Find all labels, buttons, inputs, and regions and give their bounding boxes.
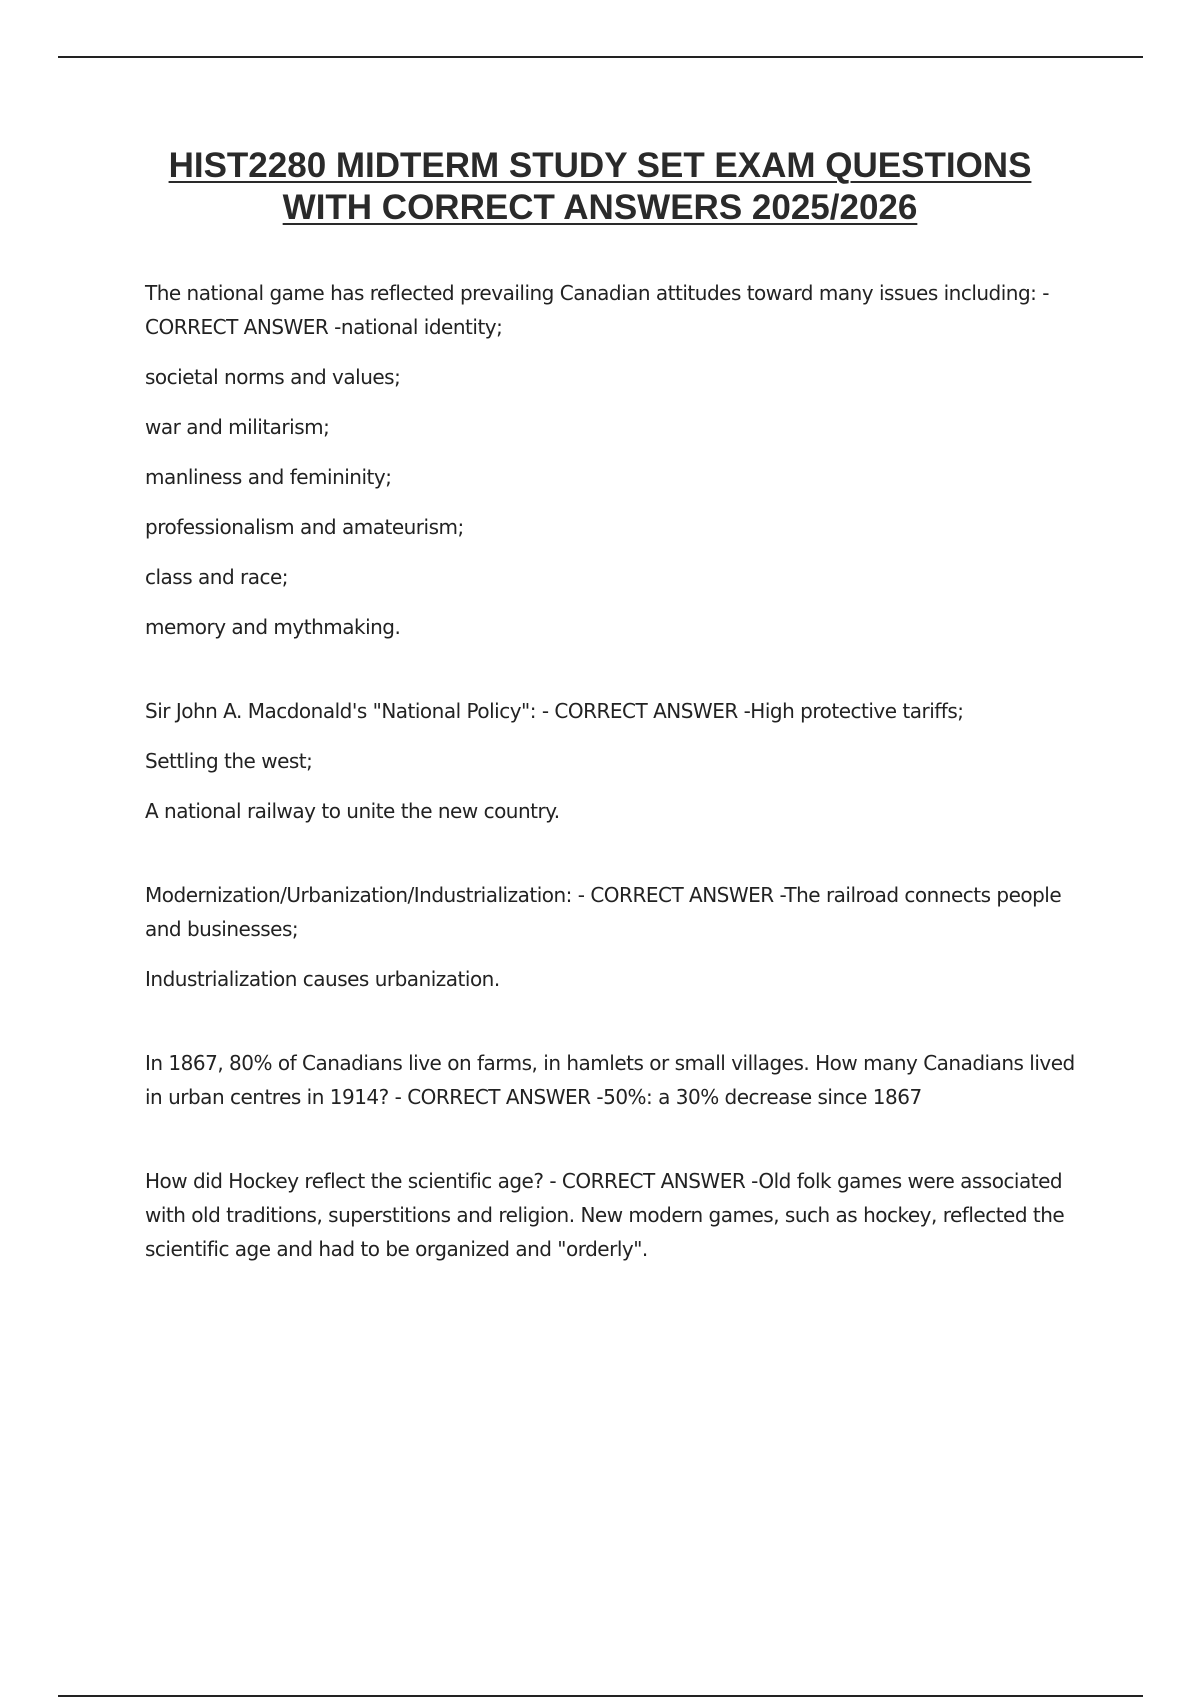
top-divider bbox=[58, 56, 1143, 58]
question-text: Modernization/Urbanization/Industrialization: - CORRECT ANSWER -The railroad connects people and businesses; bbox=[145, 883, 1062, 941]
title-line-2: WITH CORRECT ANSWERS 2025/2026 bbox=[282, 188, 918, 227]
question-text: How did Hockey reflect the scientific age? - CORRECT ANSWER -Old folk games were associated with old traditions, superstitions and religion. New modern games, such as hockey, reflected the scientific age and had to be organized and "orderly". bbox=[145, 1169, 1065, 1261]
qa-item-urban-centres bbox=[145, 1046, 1095, 1114]
question-text: The national game has reflected prevailing Canadian attitudes toward many issues including: - CORRECT ANSWER -national identity; bbox=[145, 281, 1049, 339]
document-title bbox=[60, 145, 1140, 229]
answer-line: A national railway to unite the new country. bbox=[145, 799, 560, 823]
qa-item-national-policy bbox=[145, 694, 1095, 828]
answer-line: manliness and femininity; bbox=[145, 465, 392, 489]
answer-line: Settling the west; bbox=[145, 749, 313, 773]
answer-line: memory and mythmaking. bbox=[145, 615, 401, 639]
answer-line: war and militarism; bbox=[145, 415, 330, 439]
answer-line: class and race; bbox=[145, 565, 289, 589]
bottom-divider bbox=[58, 1695, 1143, 1697]
qa-item-modernization bbox=[145, 878, 1095, 996]
answer-line: professionalism and amateurism; bbox=[145, 515, 464, 539]
question-text: In 1867, 80% of Canadians live on farms, in hamlets or small villages. How many Canadians lived in urban centres in 1914? - CORRECT ANSWER -50%: a 30% decrease since 1867 bbox=[145, 1051, 1075, 1109]
answer-line: societal norms and values; bbox=[145, 365, 401, 389]
question-text: Sir John A. Macdonald's "National Policy": - CORRECT ANSWER -High protective tariffs; bbox=[145, 699, 964, 723]
title-line-1: HIST2280 MIDTERM STUDY SET EXAM QUESTIONS bbox=[168, 146, 1032, 185]
document-body bbox=[145, 276, 1095, 1316]
qa-item-national-game bbox=[145, 276, 1095, 644]
answer-line: Industrialization causes urbanization. bbox=[145, 967, 500, 991]
qa-item-hockey-scientific-age bbox=[145, 1164, 1095, 1266]
